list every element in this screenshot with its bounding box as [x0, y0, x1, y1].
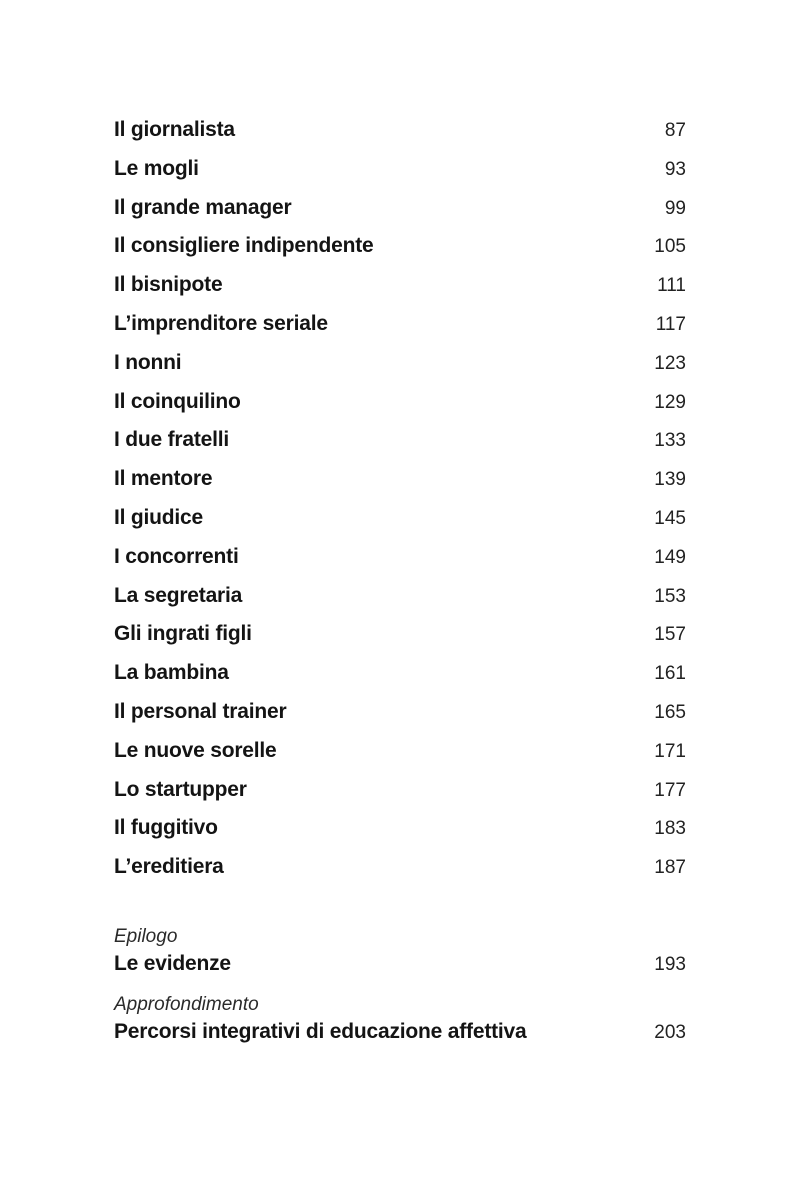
toc-entry[interactable] [114, 193, 686, 232]
toc-entry[interactable] [114, 619, 686, 658]
toc-entry-page: 93 [664, 158, 686, 180]
toc-entry-title: L’ereditiera [114, 855, 224, 879]
toc-entry-list [114, 115, 686, 891]
toc-entry-page: 105 [654, 236, 686, 258]
toc-entry[interactable] [114, 309, 686, 348]
toc-entry-title: Percorsi integrativi di educazione affettiva [114, 1019, 527, 1043]
toc-entry-page: 187 [654, 857, 686, 879]
toc-entry[interactable] [114, 270, 686, 309]
toc-entry-page: 139 [654, 469, 686, 491]
toc-entry-page: 161 [654, 663, 686, 685]
toc-entry-title: Lo startupper [114, 777, 247, 801]
toc-entry-title: Le nuove sorelle [114, 738, 277, 762]
toc-entry[interactable] [114, 348, 686, 387]
toc-entry-title: Il consigliere indipendente [114, 234, 374, 258]
toc-entry-page: 111 [657, 275, 686, 297]
toc-entry[interactable] [114, 697, 686, 736]
toc-entry[interactable] [114, 231, 686, 270]
toc-entry[interactable] [114, 542, 686, 581]
toc-entry-page: 183 [654, 818, 686, 840]
toc-entry-title: Il giudice [114, 505, 204, 529]
section-label: Epilogo [114, 925, 178, 947]
toc-entry-page: 153 [654, 585, 686, 607]
toc-entry-title: Le evidenze [114, 951, 231, 975]
toc-entry[interactable] [114, 425, 686, 464]
toc-entry-title: L’imprenditore seriale [114, 311, 328, 335]
toc-entry-title: Gli ingrati figli [114, 622, 252, 646]
toc-entry[interactable] [114, 852, 686, 891]
toc-entry[interactable] [114, 658, 686, 697]
toc-entry-title: Il coinquilino [114, 389, 241, 413]
toc-entry-page: 171 [654, 740, 686, 762]
toc-entry[interactable] [114, 503, 686, 542]
toc-entry-title: Il fuggitivo [114, 816, 218, 840]
toc-entry-page: 203 [654, 1021, 686, 1043]
toc-entry-page: 145 [654, 507, 686, 529]
toc-entry-page: 193 [654, 953, 686, 975]
toc-entry-title: Il mentore [114, 467, 213, 491]
table-of-contents [114, 115, 686, 1053]
toc-entry-title: La bambina [114, 661, 229, 685]
toc-entry-title: Il personal trainer [114, 699, 287, 723]
toc-entry-title: Il bisnipote [114, 273, 223, 297]
toc-entry[interactable] [114, 736, 686, 775]
toc-entry-title: I nonni [114, 350, 182, 374]
toc-entry-title: Il grande manager [114, 195, 292, 219]
toc-entry-page: 149 [654, 546, 686, 568]
toc-entry-title: Il giornalista [114, 118, 235, 141]
toc-entry[interactable] [114, 115, 686, 154]
toc-entry-page: 133 [654, 430, 686, 452]
toc-entry[interactable] [114, 813, 686, 852]
section-label: Approfondimento [114, 993, 259, 1015]
toc-entry-title: I concorrenti [114, 544, 239, 568]
toc-entry-page: 177 [654, 779, 686, 801]
toc-entry[interactable] [114, 154, 686, 193]
toc-entry-page: 99 [664, 197, 686, 219]
toc-entry[interactable] [114, 775, 686, 814]
toc-entry-page: 117 [655, 313, 686, 335]
toc-entry-page: 123 [654, 352, 686, 374]
toc-entry-title: Le mogli [114, 156, 199, 180]
toc-entry-page: 87 [664, 120, 686, 141]
toc-entry-title: I due fratelli [114, 428, 230, 452]
toc-entry[interactable] [114, 1017, 686, 1053]
toc-entry[interactable] [114, 387, 686, 426]
toc-section-appendix [114, 993, 686, 1053]
toc-entry-title: La segretaria [114, 583, 243, 607]
toc-entry-page: 129 [654, 391, 686, 413]
toc-entry-page: 157 [654, 624, 686, 646]
toc-entry[interactable] [114, 581, 686, 620]
toc-entry-page: 165 [654, 701, 686, 723]
toc-entry[interactable] [114, 464, 686, 503]
toc-entry[interactable] [114, 949, 686, 985]
toc-section-epilogue [114, 925, 686, 985]
